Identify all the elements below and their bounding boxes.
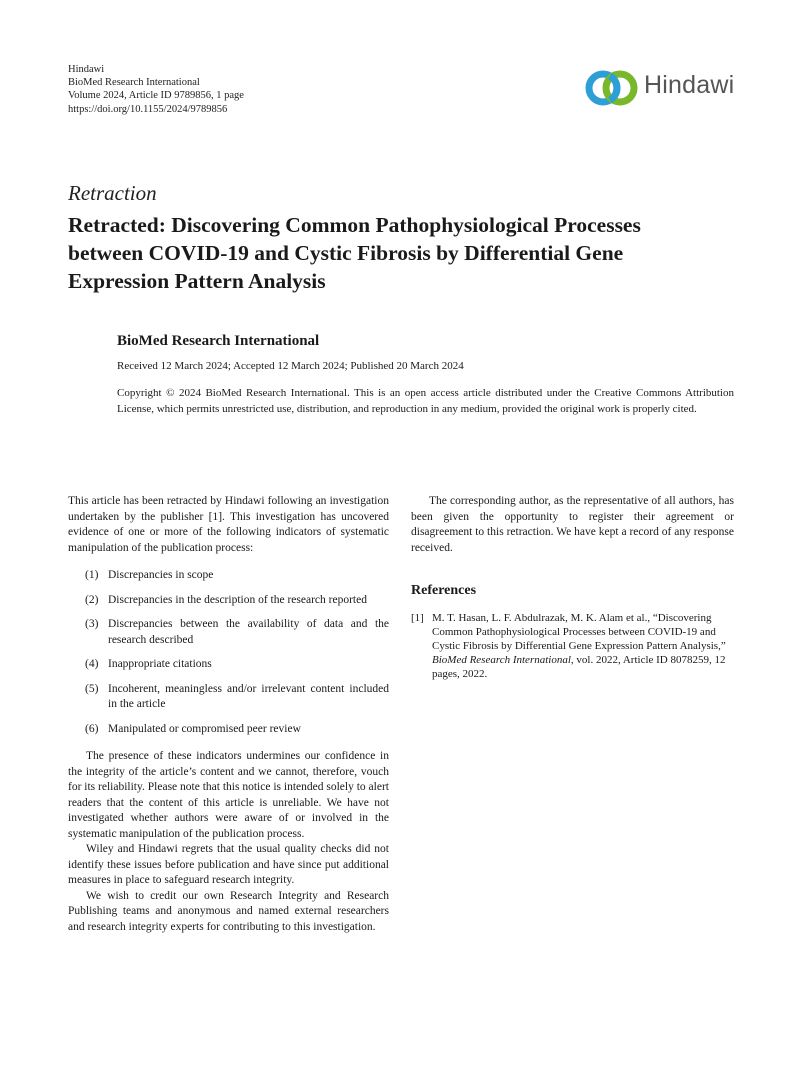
reference-text: M. T. Hasan, L. F. Abdulrazak, M. K. Alam et al., “Discovering Common Pathophysiological Processes between COVID-19 and Cystic Fibrosis by Differential Gene Expression Pattern Analysis,”: [432, 611, 726, 652]
list-text: Discrepancies in scope: [108, 569, 214, 581]
right-column: [411, 494, 734, 681]
indicator-list: [68, 568, 389, 737]
list-text: Manipulated or compromised peer review: [108, 722, 301, 735]
list-number: (6): [85, 722, 99, 735]
list-item: [68, 617, 389, 648]
list-number: (5): [85, 682, 99, 695]
hindawi-logo: [583, 66, 743, 110]
references-heading: References: [411, 583, 477, 598]
list-item: [68, 593, 389, 609]
list-text: Discrepancies between the availability of data and the research described: [108, 618, 389, 646]
list-item: [68, 568, 389, 584]
left-column: [68, 494, 389, 935]
list-number: (4): [85, 658, 99, 670]
article-metadata: [68, 63, 244, 116]
journal-name: BioMed Research International: [68, 77, 200, 89]
list-number: (1): [85, 569, 99, 581]
credit-paragraph: We wish to credit our own Research Integrity and Research Publishing teams and anonymous and named external researchers and research integrity experts for contributing to this investigation.: [68, 889, 389, 933]
list-text: Inappropriate citations: [108, 658, 212, 670]
presence-paragraph: The presence of these indicators undermines our confidence in the integrity of the article’s content and we cannot, therefore, vouch for its reliability. Please note that this notice is intended solely to alert readers that the content of this article is unreliable. We have not investigated whether authors were aware of or involved in the systematic manipulation of the publication process.: [68, 750, 389, 840]
hindawi-rings-icon: [583, 66, 641, 110]
author-response-paragraph: The corresponding author, as the representative of all authors, has been given the opportunity to register their agreement or disagreement to this retraction. We have kept a record of any response received.: [411, 495, 734, 554]
publication-dates: Received 12 March 2024; Accepted 12 March 2024; Published 20 March 2024: [117, 360, 464, 372]
list-number: (2): [85, 593, 99, 606]
article-title: Retracted: Discovering Common Pathophysiological Processes between COVID-19 and Cystic Fibrosis by Differential Gene Expression Pattern Analysis: [68, 213, 641, 293]
list-text: Incoherent, meaningless and/or irrelevant content included in the article: [108, 682, 389, 710]
reference-journal: BioMed Research International: [432, 653, 571, 666]
reference-number: [1]: [411, 611, 424, 624]
article-type: Retraction: [68, 181, 157, 205]
doi-link[interactable]: https://doi.org/10.1155/2024/9789856: [68, 103, 228, 115]
list-item: [68, 722, 389, 738]
reference-item: [411, 611, 734, 681]
list-text: Discrepancies in the description of the research reported: [108, 593, 367, 606]
list-number: (3): [85, 618, 99, 630]
intro-paragraph: This article has been retracted by Hindawi following an investigation undertaken by the publisher [1]. This investigation has uncovered evidence of one or more of the following indicators of systematic manipulation of the publication process:: [68, 495, 389, 554]
logo-wordmark: Hindawi: [644, 71, 735, 99]
copyright-notice: Copyright © 2024 BioMed Research International. This is an open access article distributed under the Creative Commons Attribution License, which permits unrestricted use, distribution, and reproduction in any medium, provided the original work is properly cited.: [117, 387, 734, 415]
list-item: [68, 657, 389, 673]
publisher-name: Hindawi: [68, 64, 105, 75]
article-author: BioMed Research International: [117, 333, 320, 349]
list-item: [68, 682, 389, 713]
volume-line: Volume 2024, Article ID 9789856, 1 page: [68, 90, 244, 102]
reference-details: , vol. 2022, Article ID 8078259, 12 pages, 2022.: [432, 653, 726, 680]
wiley-paragraph: Wiley and Hindawi regrets that the usual quality checks did not identify these issues before publication and have since put additional measures in place to safeguard research integrity.: [68, 843, 389, 886]
